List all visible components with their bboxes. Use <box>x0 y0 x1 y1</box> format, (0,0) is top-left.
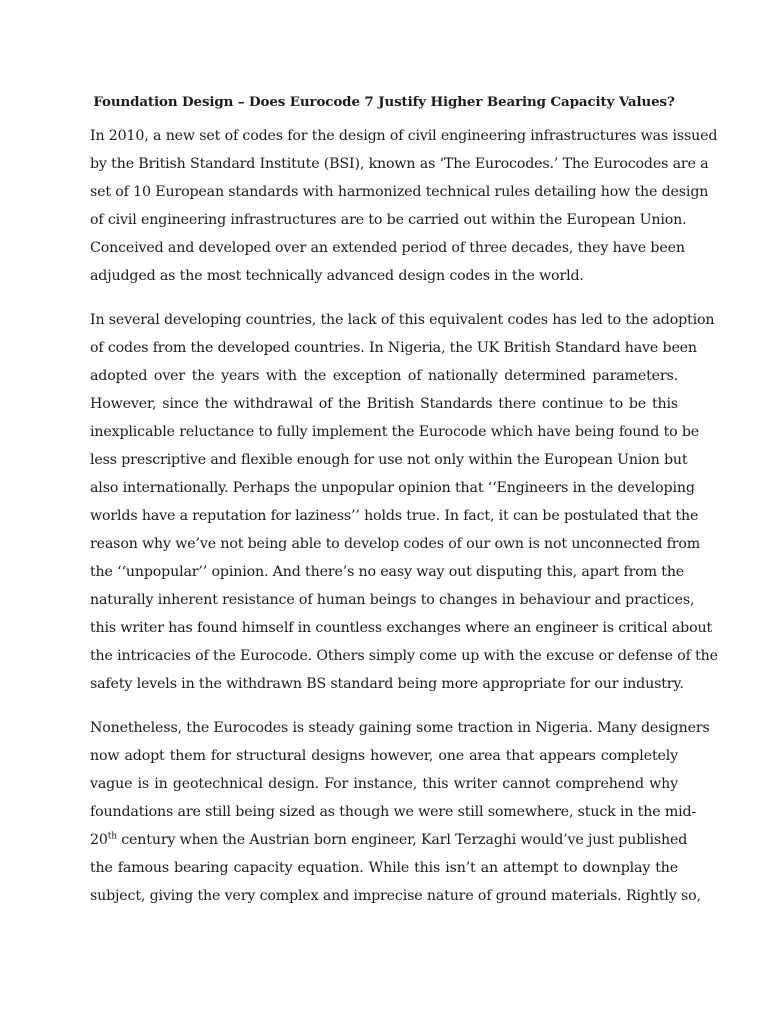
text-line: the famous bearing capacity equation. While this isn’t an attempt to downplay the <box>90 860 678 876</box>
text-line: now adopt them for structural designs however, one area that appears completely <box>90 748 678 764</box>
text-line: In 2010, a new set of codes for the design of civil engineering infrastructures was issued <box>90 128 718 144</box>
text-line: foundations are still being sized as though we were still somewhere, stuck in the mid- <box>90 804 697 820</box>
text-line: reason why we’ve not being able to develop codes of our own is not unconnected from <box>90 536 701 552</box>
text-line-rest: century when the Austrian born engineer, Karl Terzaghi would’ve just published <box>116 832 688 848</box>
text-line: also internationally. Perhaps the unpopular opinion that ‘‘Engineers in the developing <box>90 480 695 496</box>
paragraph-nonetheless <box>90 714 710 910</box>
text-line: subject, giving the very complex and imprecise nature of ground materials. Rightly so, <box>90 888 701 904</box>
text-line: However, since the withdrawal of the British Standards there continue to be this <box>90 396 678 412</box>
text-line: the ‘‘unpopular’’ opinion. And there’s no easy way out disputing this, apart from the <box>90 564 685 580</box>
text-line: safety levels in the withdrawn BS standard being more appropriate for our industry. <box>90 676 684 692</box>
ordinal-superscript: th <box>107 831 117 842</box>
text-line: less prescriptive and flexible enough for use not only within the European Union but <box>90 452 688 468</box>
text-line: Conceived and developed over an extended period of three decades, they have been <box>90 240 685 256</box>
text-line: inexplicable reluctance to fully implement the Eurocode which have being found to be <box>90 424 700 440</box>
text-line: this writer has found himself in countless exchanges where an engineer is critical about <box>90 620 713 636</box>
text-line: of civil engineering infrastructures are to be carried out within the European Union. <box>90 212 687 228</box>
text-line: of codes from the developed countries. In Nigeria, the UK British Standard have been <box>90 340 697 356</box>
text-line: vague is in geotechnical design. For instance, this writer cannot comprehend why <box>90 776 678 792</box>
text-line: set of 10 European standards with harmonized technical rules detailing how the design <box>90 184 709 200</box>
text-line: adopted over the years with the exception of nationally determined parameters. <box>90 368 678 384</box>
text-line: Nonetheless, the Eurocodes is steady gaining some traction in Nigeria. Many designers <box>90 720 710 736</box>
text-line-with-superscript <box>90 826 688 854</box>
century-number: 20 <box>90 832 108 848</box>
text-line: worlds have a reputation for laziness’’ holds true. In fact, it can be postulated that the <box>90 508 699 524</box>
text-line: naturally inherent resistance of human beings to changes in behaviour and practices, <box>90 592 695 608</box>
text-line: adjudged as the most technically advanced design codes in the world. <box>90 268 584 284</box>
paragraph-intro <box>90 122 718 290</box>
document-title: Foundation Design – Does Eurocode 7 Justify Higher Bearing Capacity Values? <box>93 94 675 110</box>
text-line: by the British Standard Institute (BSI), known as ‘The Eurocodes.’ The Eurocodes are a <box>90 156 709 172</box>
text-line: the intricacies of the Eurocode. Others simply come up with the excuse or defense of the <box>90 648 718 664</box>
text-line: In several developing countries, the lack of this equivalent codes has led to the adoption <box>90 312 715 328</box>
paragraph-developing-countries <box>90 306 718 698</box>
